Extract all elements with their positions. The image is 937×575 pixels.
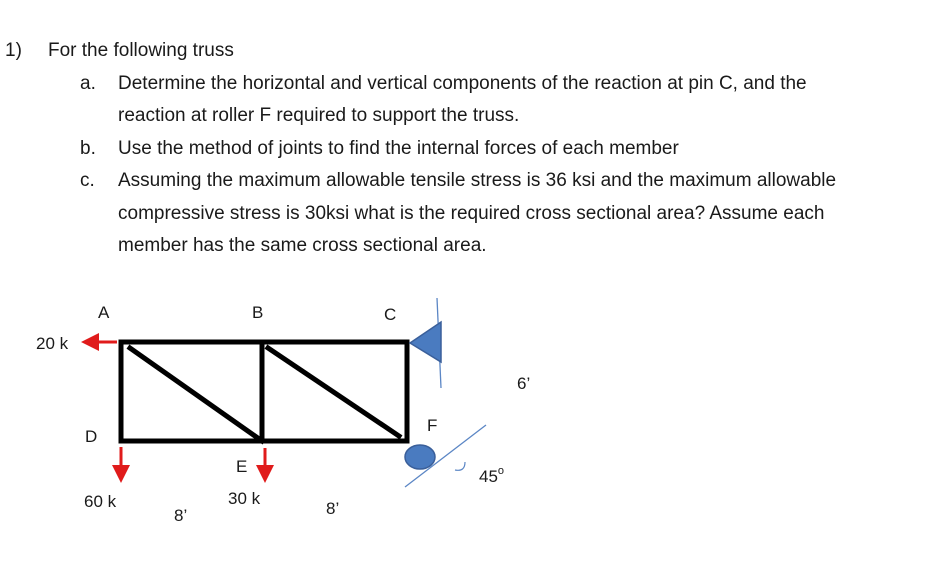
part-c-line-3: member has the same cross sectional area. <box>118 235 487 256</box>
problem-intro: For the following truss <box>48 40 234 61</box>
label-joint-A: A <box>98 303 110 322</box>
member-AE <box>130 348 262 441</box>
part-c-marker: c. <box>80 170 95 191</box>
part-b-line-1: Use the method of joints to find the internal forces of each member <box>118 138 679 159</box>
problem-number: 1) <box>5 40 22 61</box>
part-a-marker: a. <box>80 73 96 94</box>
label-span-1: 8’ <box>174 506 188 525</box>
label-joint-D: D <box>85 427 98 446</box>
part-b-marker: b. <box>80 138 96 159</box>
label-roller-angle: 45$^o$ <box>479 465 505 486</box>
angle-arc <box>455 462 465 470</box>
label-height: 6’ <box>517 374 531 393</box>
label-joint-C: C <box>384 305 397 324</box>
label-span-2: 8’ <box>326 499 340 518</box>
pin-support-at-C <box>410 322 441 362</box>
label-joint-F: F <box>427 416 438 435</box>
part-c-line-1: Assuming the maximum allowable tensile stress is 36 ksi and the maximum allowable <box>118 170 837 191</box>
label-joint-E: E <box>236 457 248 476</box>
degree-sign: o <box>497 465 505 477</box>
roller-support-at-F <box>405 445 435 469</box>
label-load-A: 20 k <box>36 334 69 353</box>
part-a-line-1: Determine the horizontal and vertical components of the reaction at pin C, and the <box>118 73 807 94</box>
label-load-D: 60 k <box>84 492 117 511</box>
part-a-line-2: reaction at roller F required to support the truss. <box>118 105 520 126</box>
label-load-E: 30 k <box>228 489 261 508</box>
truss-members <box>121 342 407 441</box>
label-joint-B: B <box>252 303 264 322</box>
part-c-line-2: compressive stress is 30ksi what is the required cross sectional area? Assume each <box>118 203 825 224</box>
member-BF <box>268 348 399 436</box>
